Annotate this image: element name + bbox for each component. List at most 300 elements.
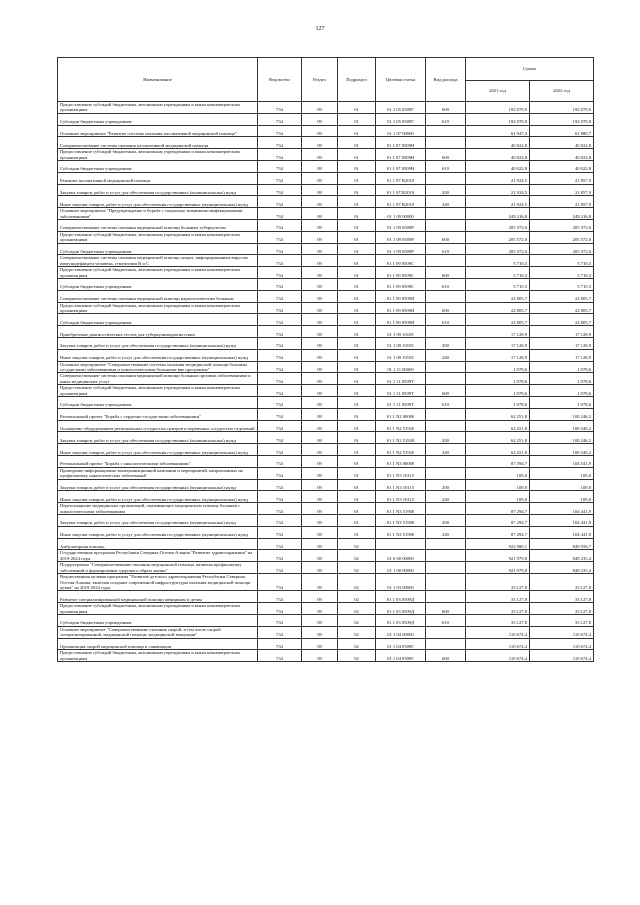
row-name: Субсидии бюджетным учреждениям bbox=[58, 614, 258, 626]
row-section: 09 bbox=[302, 397, 338, 409]
table-row bbox=[58, 626, 594, 638]
row-expense-type: 600 bbox=[426, 267, 466, 279]
row-name: Иные закупки товаров, работ и услуг для обеспечения государственных (муниципальных) нужд bbox=[58, 349, 258, 361]
table-row bbox=[58, 444, 594, 456]
row-section: 09 bbox=[302, 614, 338, 626]
row-expense-type: 240 bbox=[426, 349, 466, 361]
row-sum-2021: 3 710,3 bbox=[466, 279, 530, 291]
table-row bbox=[58, 503, 594, 515]
row-ministry: 734 bbox=[258, 491, 302, 503]
row-section: 09 bbox=[302, 515, 338, 527]
row-expense-type bbox=[426, 503, 466, 515]
row-target-article: 01 1 09 0509Р bbox=[376, 231, 426, 243]
row-expense-type bbox=[426, 220, 466, 232]
row-sum-2021: 205 572,0 bbox=[466, 220, 530, 232]
row-name: Совершенствование системы оказания медицинской помощи наркологическим больным bbox=[58, 290, 258, 302]
row-section: 09 bbox=[302, 290, 338, 302]
row-name: Основное мероприятие "Совершенствование оказания скорой, в том числе скорой специализированной, медицинской помощи, медицинской эвакуации" bbox=[58, 626, 258, 638]
row-sum-2022: 192 070,0 bbox=[530, 102, 594, 114]
row-sum-2021: 62 251,8 bbox=[466, 432, 530, 444]
row-target-article: 01 1 N3 10115 bbox=[376, 491, 426, 503]
row-target-article: 01 1 09 0509Я bbox=[376, 302, 426, 314]
row-ministry: 734 bbox=[258, 626, 302, 638]
row-sum-2022: 205 572,0 bbox=[530, 231, 594, 243]
table-row bbox=[58, 432, 594, 444]
row-name: Закупка товаров, работ и услуг для обеспечения государственных (муниципальных) нужд bbox=[58, 338, 258, 350]
table-row bbox=[58, 638, 594, 650]
row-sum-2022: 104 441,9 bbox=[530, 503, 594, 515]
row-section: 09 bbox=[302, 125, 338, 137]
row-ministry: 734 bbox=[258, 302, 302, 314]
row-expense-type bbox=[426, 420, 466, 432]
row-target-article: 01 1 05 0509Г bbox=[376, 102, 426, 114]
table-row bbox=[58, 614, 594, 626]
row-sum-2021: 17 128,9 bbox=[466, 338, 530, 350]
row-target-article: 01 1 09 10105 bbox=[376, 349, 426, 361]
row-name: Региональный проект "Борьба с сердечно-сосудистыми заболеваниями" bbox=[58, 408, 258, 420]
row-sum-2021: 110 674,4 bbox=[466, 626, 530, 638]
row-section: 09 bbox=[302, 243, 338, 255]
row-section: 09 bbox=[302, 491, 338, 503]
row-expense-type: 610 bbox=[426, 397, 466, 409]
row-name: Предоставление субсидий бюджетным, автономным учреждениям и иным некоммерческим организациям bbox=[58, 231, 258, 243]
row-name: Субсидии бюджетным учреждениям bbox=[58, 279, 258, 291]
row-ministry: 734 bbox=[258, 208, 302, 220]
table-row bbox=[58, 220, 594, 232]
row-section: 09 bbox=[302, 267, 338, 279]
row-subsection: 01 bbox=[338, 503, 376, 515]
table-row bbox=[58, 290, 594, 302]
row-expense-type: 600 bbox=[426, 231, 466, 243]
row-sum-2021: 61 947,3 bbox=[466, 125, 530, 137]
row-name: Организация скорой медицинской помощи и санавиации bbox=[58, 638, 258, 650]
table-row bbox=[58, 255, 594, 267]
row-section: 09 bbox=[302, 220, 338, 232]
row-expense-type bbox=[426, 456, 466, 468]
row-subsection: 01 bbox=[338, 172, 376, 184]
row-target-article: 01 1 09 0509Р bbox=[376, 243, 426, 255]
row-ministry: 734 bbox=[258, 279, 302, 291]
row-sum-2021: 87 294,7 bbox=[466, 526, 530, 538]
row-name: Совершенствование системы оказания паллиативной медицинской помощи bbox=[58, 137, 258, 149]
row-sum-2022: 110 674,4 bbox=[530, 638, 594, 650]
row-target-article bbox=[376, 538, 426, 550]
row-sum-2022: 205 572,0 bbox=[530, 220, 594, 232]
row-expense-type bbox=[426, 125, 466, 137]
table-body bbox=[58, 102, 594, 662]
row-target-article: 01 1 09 10105 bbox=[376, 338, 426, 350]
row-sum-2021: 21 924,5 bbox=[466, 172, 530, 184]
row-sum-2022: 100,0 bbox=[530, 467, 594, 479]
row-subsection: 01 bbox=[338, 397, 376, 409]
row-ministry: 734 bbox=[258, 172, 302, 184]
row-sum-2021: 100,0 bbox=[466, 479, 530, 491]
row-expense-type: 240 bbox=[426, 491, 466, 503]
table-row bbox=[58, 243, 594, 255]
row-subsection: 02 bbox=[338, 550, 376, 562]
row-name: Основное мероприятие "Предупреждение и борьба с социально значимыми инфекционными заболеваниями" bbox=[58, 208, 258, 220]
row-section: 09 bbox=[302, 550, 338, 562]
row-sum-2022: 40 022,8 bbox=[530, 137, 594, 149]
row-expense-type bbox=[426, 255, 466, 267]
row-ministry: 734 bbox=[258, 349, 302, 361]
row-name: Предоставление субсидий бюджетным, автономным учреждениям и иным некоммерческим организациям bbox=[58, 267, 258, 279]
row-subsection: 01 bbox=[338, 526, 376, 538]
table-row bbox=[58, 137, 594, 149]
row-target-article: 01 1 11 00000 bbox=[376, 361, 426, 373]
row-sum-2021: 22 805,7 bbox=[466, 302, 530, 314]
row-target-article: 01 1 07 00000 bbox=[376, 125, 426, 137]
row-ministry: 734 bbox=[258, 397, 302, 409]
row-sum-2022: 61 880,7 bbox=[530, 125, 594, 137]
row-ministry: 734 bbox=[258, 479, 302, 491]
row-expense-type: 600 bbox=[426, 102, 466, 114]
row-name: Амбулаторная помощь bbox=[58, 538, 258, 550]
row-target-article: 01 1 N2 51920 bbox=[376, 420, 426, 432]
row-subsection: 01 bbox=[338, 314, 376, 326]
row-target-article: 01 1 N3 51900 bbox=[376, 503, 426, 515]
row-section: 09 bbox=[302, 574, 338, 591]
row-section: 09 bbox=[302, 603, 338, 615]
row-sum-2022: 104 441,9 bbox=[530, 515, 594, 527]
row-subsection: 01 bbox=[338, 267, 376, 279]
row-sum-2021: 21 924,5 bbox=[466, 184, 530, 196]
header-section: Раздел bbox=[302, 58, 338, 102]
row-name: Иные закупки товаров, работ и услуг для обеспечения государственных (муниципальных) нужд bbox=[58, 491, 258, 503]
row-expense-type bbox=[426, 172, 466, 184]
table-row bbox=[58, 196, 594, 208]
row-name: Предоставление субсидий бюджетным, автономным учреждениям и иным некоммерческим организациям bbox=[58, 385, 258, 397]
row-section: 09 bbox=[302, 432, 338, 444]
row-expense-type bbox=[426, 408, 466, 420]
row-ministry: 734 bbox=[258, 614, 302, 626]
page-number: 127 bbox=[315, 26, 325, 32]
table-row bbox=[58, 467, 594, 479]
row-subsection: 02 bbox=[338, 626, 376, 638]
row-sum-2022: 33 127,8 bbox=[530, 603, 594, 615]
row-section: 09 bbox=[302, 361, 338, 373]
row-name: Закупка товаров, работ и услуг для обеспечения государственных (муниципальных) нужд bbox=[58, 479, 258, 491]
row-section: 09 bbox=[302, 638, 338, 650]
row-section: 09 bbox=[302, 314, 338, 326]
row-sum-2021: 62 251,8 bbox=[466, 408, 530, 420]
table-row bbox=[58, 385, 594, 397]
row-ministry: 734 bbox=[258, 538, 302, 550]
row-subsection: 02 bbox=[338, 591, 376, 603]
row-subsection: 01 bbox=[338, 208, 376, 220]
table-row bbox=[58, 326, 594, 338]
row-sum-2022: 22 805,7 bbox=[530, 290, 594, 302]
row-sum-2022: 100 246,2 bbox=[530, 444, 594, 456]
row-sum-2022: 1 078,6 bbox=[530, 397, 594, 409]
row-ministry: 734 bbox=[258, 338, 302, 350]
row-section: 09 bbox=[302, 526, 338, 538]
row-sum-2021: 3 710,3 bbox=[466, 267, 530, 279]
row-expense-type bbox=[426, 208, 466, 220]
row-name: Предоставление субсидий бюджетным, автономным учреждениям и иным некоммерческим организациям bbox=[58, 149, 258, 161]
row-section: 09 bbox=[302, 456, 338, 468]
row-expense-type: 240 bbox=[426, 196, 466, 208]
row-expense-type bbox=[426, 550, 466, 562]
row-name: Основное мероприятие "Развитие системы оказания паллиативной медицинской помощи" bbox=[58, 125, 258, 137]
row-ministry: 734 bbox=[258, 361, 302, 373]
row-subsection: 01 bbox=[338, 338, 376, 350]
row-expense-type bbox=[426, 591, 466, 603]
row-expense-type: 200 bbox=[426, 338, 466, 350]
header-year-2021: 2021 год bbox=[466, 81, 530, 102]
header-target-article: Целевая статья bbox=[376, 58, 426, 102]
row-sum-2022: 104 541,9 bbox=[530, 456, 594, 468]
row-name: Закупка товаров, работ и услуг для обеспечения государственных (муниципальных) нужд bbox=[58, 184, 258, 196]
row-expense-type: 600 bbox=[426, 603, 466, 615]
row-sum-2021: 205 572,0 bbox=[466, 231, 530, 243]
row-section: 09 bbox=[302, 161, 338, 173]
row-sum-2022: 849 558,7 bbox=[530, 538, 594, 550]
row-expense-type: 200 bbox=[426, 432, 466, 444]
table-row bbox=[58, 302, 594, 314]
row-section: 09 bbox=[302, 338, 338, 350]
row-expense-type bbox=[426, 562, 466, 574]
row-target-article: 01 1 09 0509Р bbox=[376, 220, 426, 232]
row-name: Предоставление субсидий бюджетным, автономным учреждениям и иным некоммерческим организациям bbox=[58, 650, 258, 662]
row-subsection: 01 bbox=[338, 432, 376, 444]
row-expense-type: 610 bbox=[426, 279, 466, 291]
row-target-article: 01 1 N3 10115 bbox=[376, 467, 426, 479]
row-section: 09 bbox=[302, 196, 338, 208]
row-ministry: 734 bbox=[258, 526, 302, 538]
row-sum-2022: 21 857,9 bbox=[530, 184, 594, 196]
row-sum-2021: 22 805,7 bbox=[466, 290, 530, 302]
row-ministry: 734 bbox=[258, 373, 302, 385]
row-subsection: 01 bbox=[338, 385, 376, 397]
row-sum-2022: 100,0 bbox=[530, 491, 594, 503]
row-target-article: 01 1 07 0509Н bbox=[376, 161, 426, 173]
row-sum-2021: 3 710,3 bbox=[466, 255, 530, 267]
row-sum-2022: 33 127,8 bbox=[530, 574, 594, 591]
row-subsection: 02 bbox=[338, 574, 376, 591]
row-target-article: 01 1 09 0509Я bbox=[376, 314, 426, 326]
row-section: 09 bbox=[302, 408, 338, 420]
row-ministry: 734 bbox=[258, 255, 302, 267]
row-ministry: 734 bbox=[258, 196, 302, 208]
table-row bbox=[58, 113, 594, 125]
row-expense-type: 600 bbox=[426, 650, 466, 662]
row-section: 09 bbox=[302, 538, 338, 550]
row-sum-2022: 33 127,8 bbox=[530, 591, 594, 603]
row-section: 09 bbox=[302, 467, 338, 479]
row-target-article: 01 1 N3 51900 bbox=[376, 526, 426, 538]
row-section: 09 bbox=[302, 626, 338, 638]
row-sum-2022: 22 805,7 bbox=[530, 314, 594, 326]
row-name: Предоставление субсидий бюджетным, автономным учреждениям и иным некоммерческим организациям bbox=[58, 102, 258, 114]
row-name: Закупка товаров, работ и услуг для обеспечения государственных (муниципальных) нужд bbox=[58, 515, 258, 527]
row-expense-type bbox=[426, 538, 466, 550]
row-section: 09 bbox=[302, 149, 338, 161]
header-subsection: Подраздел bbox=[338, 58, 376, 102]
row-ministry: 734 bbox=[258, 161, 302, 173]
row-name: Субсидии бюджетным учреждениям bbox=[58, 113, 258, 125]
row-name: Субсидии бюджетным учреждениям bbox=[58, 397, 258, 409]
table-row bbox=[58, 373, 594, 385]
row-subsection: 01 bbox=[338, 326, 376, 338]
row-subsection: 01 bbox=[338, 444, 376, 456]
row-sum-2021: 922 980,1 bbox=[466, 538, 530, 550]
row-name: Развитие паллиативной медицинской помощи bbox=[58, 172, 258, 184]
row-name: Проведение информационно-коммуникационной кампании и мероприятий, направленных на профилактику онкологических заболеваний bbox=[58, 467, 258, 479]
row-subsection: 01 bbox=[338, 279, 376, 291]
table-row bbox=[58, 550, 594, 562]
row-expense-type: 610 bbox=[426, 161, 466, 173]
row-sum-2021: 1 078,6 bbox=[466, 397, 530, 409]
row-name: Иные закупки товаров, работ и услуг для обеспечения государственных (муниципальных) нужд bbox=[58, 526, 258, 538]
row-ministry: 734 bbox=[258, 102, 302, 114]
row-target-article: 01 0 00 00000 bbox=[376, 550, 426, 562]
row-target-article: 01 1 N3 51900 bbox=[376, 515, 426, 527]
row-section: 09 bbox=[302, 113, 338, 125]
table-row bbox=[58, 338, 594, 350]
row-sum-2021: 87 294,7 bbox=[466, 503, 530, 515]
row-ministry: 734 bbox=[258, 562, 302, 574]
row-subsection: 02 bbox=[338, 614, 376, 626]
row-sum-2022: 21 857,9 bbox=[530, 172, 594, 184]
row-subsection: 01 bbox=[338, 479, 376, 491]
table-row bbox=[58, 279, 594, 291]
row-target-article: 01 1 09 0509С bbox=[376, 255, 426, 267]
row-expense-type: 240 bbox=[426, 526, 466, 538]
row-target-article: 01 1 04 0509Г bbox=[376, 650, 426, 662]
row-sum-2021: 33 127,8 bbox=[466, 614, 530, 626]
row-target-article: 01 1 05 0509Г bbox=[376, 113, 426, 125]
row-section: 09 bbox=[302, 279, 338, 291]
row-name: Субсидии бюджетным учреждениям bbox=[58, 161, 258, 173]
row-subsection: 01 bbox=[338, 102, 376, 114]
row-section: 09 bbox=[302, 562, 338, 574]
row-expense-type: 200 bbox=[426, 479, 466, 491]
row-target-article: 01 1 N2 51920 bbox=[376, 444, 426, 456]
row-name: Ведомственная целевая программа "Развитие детского здравоохранения Республики Северная Осетия-Алания, включая создание современной инфраструктуры оказания медицинской помощи детям" на 2019-2024 годы bbox=[58, 574, 258, 591]
row-sum-2021: 33 127,8 bbox=[466, 574, 530, 591]
row-sum-2021: 17 128,9 bbox=[466, 349, 530, 361]
row-sum-2022: 100,0 bbox=[530, 479, 594, 491]
row-ministry: 734 bbox=[258, 290, 302, 302]
row-target-article: 01 1 09 0509С bbox=[376, 267, 426, 279]
table-row bbox=[58, 314, 594, 326]
row-sum-2021: 22 805,7 bbox=[466, 314, 530, 326]
row-expense-type: 200 bbox=[426, 515, 466, 527]
row-ministry: 734 bbox=[258, 113, 302, 125]
row-sum-2022: 100 246,2 bbox=[530, 420, 594, 432]
row-section: 09 bbox=[302, 208, 338, 220]
row-sum-2022: 110 674,4 bbox=[530, 650, 594, 662]
row-target-article: 01 1 07 0509Н bbox=[376, 137, 426, 149]
row-expense-type: 600 bbox=[426, 149, 466, 161]
row-sum-2021: 205 572,0 bbox=[466, 243, 530, 255]
row-sum-2021: 87 294,7 bbox=[466, 515, 530, 527]
row-ministry: 734 bbox=[258, 456, 302, 468]
row-sum-2021: 1 078,6 bbox=[466, 373, 530, 385]
row-sum-2022: 3 710,3 bbox=[530, 267, 594, 279]
row-ministry: 734 bbox=[258, 503, 302, 515]
row-sum-2022: 192 070,0 bbox=[530, 113, 594, 125]
table-row bbox=[58, 361, 594, 373]
row-sum-2021: 62 251,8 bbox=[466, 420, 530, 432]
table-row bbox=[58, 149, 594, 161]
row-name: Предоставление субсидий бюджетным, автономным учреждениям и иным некоммерческим организациям bbox=[58, 302, 258, 314]
row-subsection: 01 bbox=[338, 125, 376, 137]
row-ministry: 734 bbox=[258, 184, 302, 196]
header-expense-type: Вид расхода bbox=[426, 58, 466, 102]
row-ministry: 734 bbox=[258, 591, 302, 603]
table-row bbox=[58, 125, 594, 137]
row-sum-2021: 1 078,6 bbox=[466, 361, 530, 373]
row-section: 09 bbox=[302, 444, 338, 456]
table-row bbox=[58, 515, 594, 527]
row-ministry: 734 bbox=[258, 515, 302, 527]
row-ministry: 734 bbox=[258, 385, 302, 397]
row-ministry: 734 bbox=[258, 432, 302, 444]
row-name: Совершенствование системы оказания медицинской помощи лицам, инфицированным вирусом иммунодефицита человека, гепатитами В и С bbox=[58, 255, 258, 267]
row-sum-2021: 21 924,5 bbox=[466, 196, 530, 208]
row-sum-2021: 40 022,8 bbox=[466, 149, 530, 161]
row-sum-2021: 1 078,6 bbox=[466, 385, 530, 397]
row-ministry: 734 bbox=[258, 603, 302, 615]
row-ministry: 734 bbox=[258, 137, 302, 149]
row-target-article: 01 1 N2 00000 bbox=[376, 408, 426, 420]
row-subsection: 01 bbox=[338, 420, 376, 432]
row-sum-2021: 100,0 bbox=[466, 491, 530, 503]
header-ministry: Ведомство bbox=[258, 58, 302, 102]
row-target-article: 01 1 N3 10115 bbox=[376, 479, 426, 491]
row-subsection: 01 bbox=[338, 161, 376, 173]
row-name: Совершенствование системы оказания медицинской помощи больным туберкулезом bbox=[58, 220, 258, 232]
row-sum-2021: 192 070,0 bbox=[466, 113, 530, 125]
row-target-article: 01 1 03 0509Д bbox=[376, 614, 426, 626]
row-subsection: 01 bbox=[338, 302, 376, 314]
row-subsection: 01 bbox=[338, 515, 376, 527]
row-section: 09 bbox=[302, 650, 338, 662]
table-row bbox=[58, 172, 594, 184]
row-target-article: 01 1 04 00000 bbox=[376, 626, 426, 638]
row-ministry: 734 bbox=[258, 638, 302, 650]
row-ministry: 734 bbox=[258, 149, 302, 161]
row-expense-type: 610 bbox=[426, 113, 466, 125]
row-sum-2022: 3 710,3 bbox=[530, 279, 594, 291]
row-section: 09 bbox=[302, 385, 338, 397]
table-row bbox=[58, 650, 594, 662]
row-expense-type bbox=[426, 290, 466, 302]
row-target-article: 01 1 09 0509Я bbox=[376, 290, 426, 302]
row-sum-2022: 33 127,8 bbox=[530, 614, 594, 626]
row-ministry: 734 bbox=[258, 574, 302, 591]
row-sum-2022: 40 022,8 bbox=[530, 161, 594, 173]
row-expense-type bbox=[426, 373, 466, 385]
row-subsection: 01 bbox=[338, 231, 376, 243]
row-ministry: 734 bbox=[258, 231, 302, 243]
row-subsection: 01 bbox=[338, 243, 376, 255]
row-sum-2022: 849 235,4 bbox=[530, 550, 594, 562]
row-name: Развитие специализированной медицинской помощи женщинам и детям bbox=[58, 591, 258, 603]
row-target-article: 01 1 07 0509Н bbox=[376, 149, 426, 161]
row-sum-2021: 40 022,8 bbox=[466, 161, 530, 173]
row-expense-type: 600 bbox=[426, 302, 466, 314]
row-name: Основное мероприятие "Совершенствование системы оказания медицинской помощи больным сосудистыми заболеваниями и онкологическими больными вне программы" bbox=[58, 361, 258, 373]
table-row bbox=[58, 208, 594, 220]
row-ministry: 734 bbox=[258, 243, 302, 255]
row-name: Подпрограмма "Совершенствование оказания медицинской помощи, включая профилактику заболеваний и формирование здорового образа жизни" bbox=[58, 562, 258, 574]
row-subsection: 02 bbox=[338, 650, 376, 662]
row-name: Государственная программа Республики Северная Осетия-Алания "Развитие здравоохранения" на 2019-2024 годы bbox=[58, 550, 258, 562]
row-expense-type bbox=[426, 326, 466, 338]
